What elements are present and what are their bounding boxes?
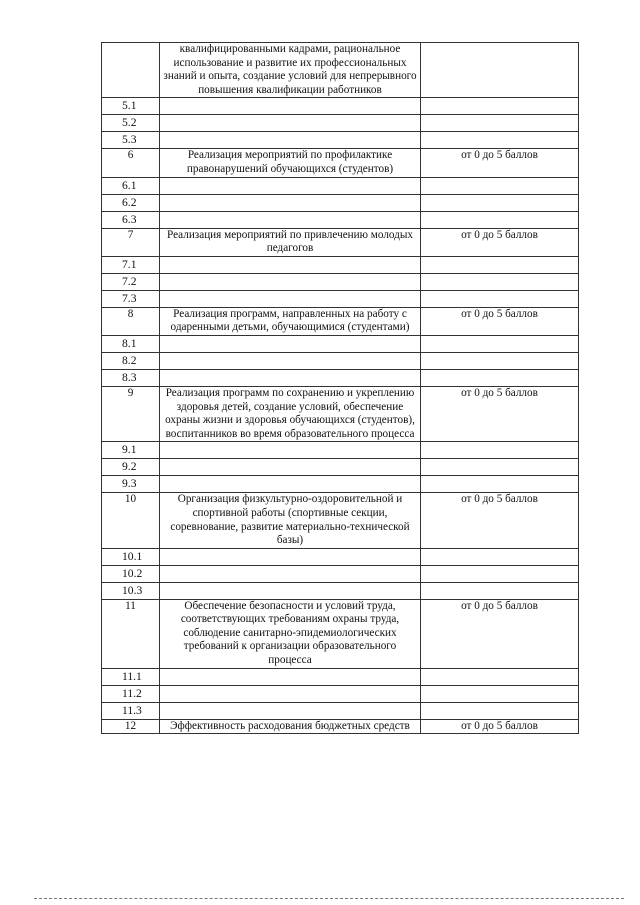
score-range-cell xyxy=(421,290,579,307)
score-range-cell: от 0 до 5 баллов xyxy=(421,307,579,335)
criterion-description-cell xyxy=(160,548,421,565)
criterion-description-cell xyxy=(160,256,421,273)
score-range-cell xyxy=(421,335,579,352)
sub-criterion-row xyxy=(102,352,579,369)
score-range-cell xyxy=(421,582,579,599)
criterion-description-cell: Реализация программ по сохранению и укреплению здоровья детей, создание условий, обеспечение охраны жизни и здоровья обучающихся (студентов), воспитанников во время образовательного процесса xyxy=(160,386,421,441)
score-range-cell xyxy=(421,177,579,194)
criterion-description-cell xyxy=(160,335,421,352)
row-number-cell: 10.2 xyxy=(102,565,160,582)
score-range-cell xyxy=(421,43,579,98)
criterion-description-cell xyxy=(160,476,421,493)
sub-criterion-row xyxy=(102,132,579,149)
criterion-description-cell xyxy=(160,442,421,459)
row-number-cell: 5.1 xyxy=(102,98,160,115)
criterion-description-cell xyxy=(160,459,421,476)
sub-criterion-row xyxy=(102,582,579,599)
score-range-cell xyxy=(421,132,579,149)
score-range-cell: от 0 до 5 баллов xyxy=(421,149,579,177)
row-number-cell: 9.1 xyxy=(102,442,160,459)
row-number-cell: 5.2 xyxy=(102,115,160,132)
score-range-cell xyxy=(421,476,579,493)
criterion-description-cell xyxy=(160,98,421,115)
row-number-cell: 10 xyxy=(102,493,160,548)
score-range-cell xyxy=(421,459,579,476)
row-number-cell: 6.1 xyxy=(102,177,160,194)
sub-criterion-row xyxy=(102,702,579,719)
criterion-description-cell xyxy=(160,177,421,194)
criteria-table-body xyxy=(102,43,579,734)
criterion-description-cell: Реализация мероприятий по привлечению молодых педагогов xyxy=(160,228,421,256)
sub-criterion-row xyxy=(102,115,579,132)
row-number-cell: 6.2 xyxy=(102,194,160,211)
row-number-cell: 7.2 xyxy=(102,273,160,290)
sub-criterion-row xyxy=(102,256,579,273)
criterion-description-cell xyxy=(160,685,421,702)
score-range-cell xyxy=(421,369,579,386)
row-number-cell: 11 xyxy=(102,599,160,668)
score-range-cell xyxy=(421,98,579,115)
row-number-cell: 5.3 xyxy=(102,132,160,149)
score-range-cell: от 0 до 5 баллов xyxy=(421,719,579,734)
row-number-cell: 10.1 xyxy=(102,548,160,565)
sub-criterion-row xyxy=(102,369,579,386)
row-number-cell: 11.1 xyxy=(102,668,160,685)
criterion-row xyxy=(102,228,579,256)
criterion-description-cell: Эффективность расходования бюджетных средств xyxy=(160,719,421,734)
criterion-row xyxy=(102,493,579,548)
sub-criterion-row xyxy=(102,685,579,702)
row-number-cell xyxy=(102,43,160,98)
sub-criterion-row xyxy=(102,476,579,493)
sub-criterion-row xyxy=(102,211,579,228)
score-range-cell xyxy=(421,685,579,702)
score-range-cell xyxy=(421,194,579,211)
row-number-cell: 6 xyxy=(102,149,160,177)
score-range-cell xyxy=(421,256,579,273)
criterion-description-cell: Реализация программ, направленных на работу с одаренными детьми, обучающимися (студентами) xyxy=(160,307,421,335)
criterion-row xyxy=(102,149,579,177)
row-number-cell: 7.3 xyxy=(102,290,160,307)
criterion-description-cell: Организация физкультурно-оздоровительной и спортивной работы (спортивные секции, соревнование, развитие материально-технической базы) xyxy=(160,493,421,548)
row-number-cell: 11.3 xyxy=(102,702,160,719)
criterion-description-cell xyxy=(160,668,421,685)
criterion-description-cell xyxy=(160,702,421,719)
criterion-description-cell xyxy=(160,194,421,211)
sub-criterion-row xyxy=(102,194,579,211)
score-range-cell xyxy=(421,548,579,565)
row-number-cell: 9 xyxy=(102,386,160,441)
row-number-cell: 6.3 xyxy=(102,211,160,228)
sub-criterion-row xyxy=(102,290,579,307)
criterion-description-cell xyxy=(160,369,421,386)
score-range-cell xyxy=(421,115,579,132)
sub-criterion-row xyxy=(102,442,579,459)
score-range-cell xyxy=(421,668,579,685)
score-range-cell xyxy=(421,352,579,369)
score-range-cell xyxy=(421,442,579,459)
criterion-description-cell xyxy=(160,211,421,228)
criterion-row xyxy=(102,43,579,98)
criterion-description-cell: квалифицированными кадрами, рациональное использование и развитие их профессиональных знаний и опыта, создание условий для непрерывного повышения квалификации работников xyxy=(160,43,421,98)
sub-criterion-row xyxy=(102,98,579,115)
row-number-cell: 8 xyxy=(102,307,160,335)
score-range-cell xyxy=(421,702,579,719)
row-number-cell: 7 xyxy=(102,228,160,256)
score-range-cell: от 0 до 5 баллов xyxy=(421,228,579,256)
sub-criterion-row xyxy=(102,177,579,194)
criterion-description-cell xyxy=(160,132,421,149)
score-range-cell: от 0 до 5 баллов xyxy=(421,493,579,548)
score-range-cell xyxy=(421,273,579,290)
criterion-row xyxy=(102,599,579,668)
sub-criterion-row xyxy=(102,459,579,476)
sub-criterion-row xyxy=(102,335,579,352)
criterion-description-cell xyxy=(160,115,421,132)
criterion-description-cell xyxy=(160,582,421,599)
row-number-cell: 8.1 xyxy=(102,335,160,352)
criterion-description-cell xyxy=(160,352,421,369)
score-range-cell xyxy=(421,211,579,228)
criterion-description-cell xyxy=(160,273,421,290)
sub-criterion-row xyxy=(102,565,579,582)
score-range-cell xyxy=(421,565,579,582)
row-number-cell: 8.3 xyxy=(102,369,160,386)
criterion-description-cell xyxy=(160,290,421,307)
sub-criterion-row xyxy=(102,273,579,290)
row-number-cell: 9.2 xyxy=(102,459,160,476)
row-number-cell: 11.2 xyxy=(102,685,160,702)
page-bottom-divider xyxy=(34,898,624,899)
sub-criterion-row xyxy=(102,548,579,565)
row-number-cell: 10.3 xyxy=(102,582,160,599)
criterion-description-cell: Обеспечение безопасности и условий труда, соответствующих требованиям охраны труда, соблюдение санитарно-эпидемиологических требований к организации образовательного процесса xyxy=(160,599,421,668)
sub-criterion-row xyxy=(102,668,579,685)
criteria-table xyxy=(101,42,579,734)
criterion-description-cell: Реализация мероприятий по профилактике правонарушений обучающихся (студентов) xyxy=(160,149,421,177)
score-range-cell: от 0 до 5 баллов xyxy=(421,386,579,441)
criterion-row xyxy=(102,386,579,441)
criterion-row xyxy=(102,719,579,734)
row-number-cell: 8.2 xyxy=(102,352,160,369)
row-number-cell: 9.3 xyxy=(102,476,160,493)
row-number-cell: 7.1 xyxy=(102,256,160,273)
row-number-cell: 12 xyxy=(102,719,160,734)
criterion-description-cell xyxy=(160,565,421,582)
criterion-row xyxy=(102,307,579,335)
score-range-cell: от 0 до 5 баллов xyxy=(421,599,579,668)
